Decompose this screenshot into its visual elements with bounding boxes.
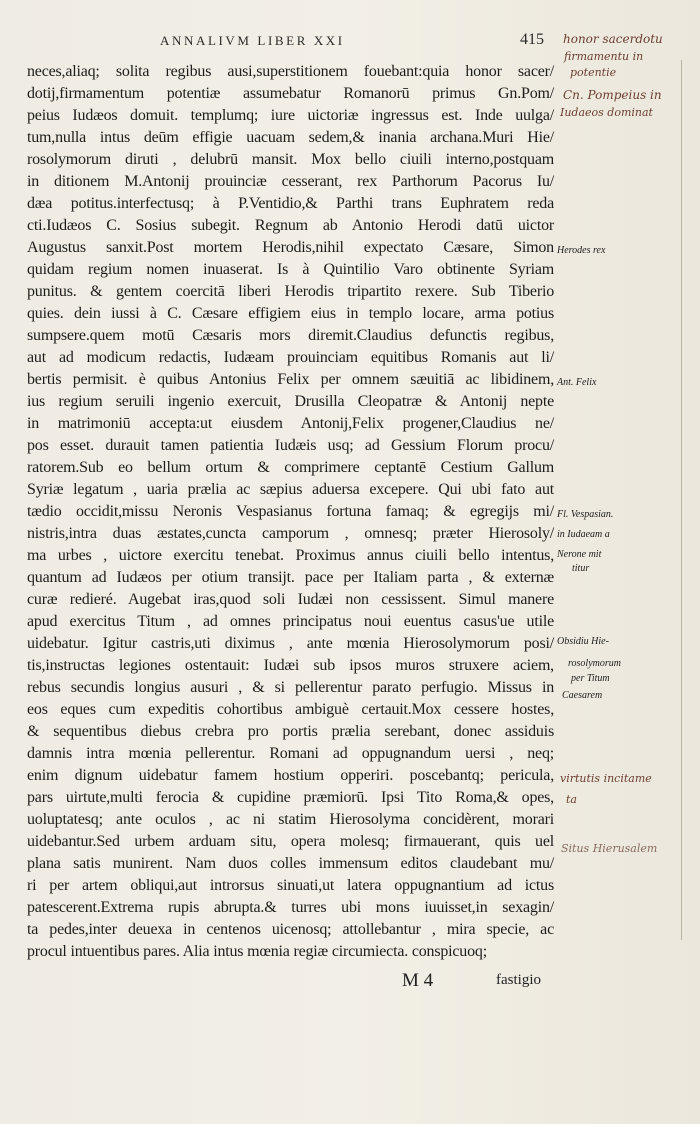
text-line: tum,nulla intus deūm effigie uacuam sedem,& inania archana.Muri Hie/ <box>27 129 554 146</box>
text-line: sumpsere.quem motū Cæsaris mors diremit.Claudius defunctis regibus, <box>27 327 554 344</box>
margin-note: Nerone mit <box>557 549 602 560</box>
text-line: tis,instructas legiones ostentauit: Iudæi sub ipsos muros struxere aciem, <box>27 657 554 674</box>
handwritten-note: firmamentu in <box>564 50 644 63</box>
text-line: eos eques cum expeditis cohortibus ambiguè certauit.Mox cessere hostes, <box>27 701 554 718</box>
handwritten-note: virtutis incitame <box>560 772 652 785</box>
text-line: pars uirtute,multi ferocia & cupidine præmiorū. Ipsi Tito Roma,& opes, <box>27 789 554 806</box>
text-line: nistris,intra duas æstates,cuncta camporum , omnesq; præter Hierosoly/ <box>27 525 554 542</box>
margin-note: titur <box>572 563 590 574</box>
handwritten-note: honor sacerdotu <box>563 32 663 46</box>
text-line: quantum ad Iudæos per otium transijt. pace per Italiam parta , & externæ <box>27 569 554 586</box>
text-line: patescerent.Extrema rupis abrupta.& turres ubi mons iuuisset,in sexagin/ <box>27 899 554 916</box>
text-line: dotij,firmamentum potentiæ assumebatur Romanorū primus Gn.Pom/ <box>27 85 554 102</box>
margin-note: Fl. Vespasian. <box>557 509 614 520</box>
page-edge-rule <box>681 60 682 940</box>
text-line: apud exercitus Titum , ad omnes principatus noui euentus casus'ue utile <box>27 613 554 630</box>
handwritten-note: ta <box>566 793 577 806</box>
catchword: fastigio <box>496 972 541 988</box>
running-head: ANNALIVM LIBER XXI <box>160 33 345 48</box>
text-line: uidebantur.Sed urbem arduam situ, opera molesq; firmauerant, quis uel <box>27 833 554 850</box>
text-line: tædio occidit,missu Neronis Vespasianus fortuna famaq; & egregijs mi/ <box>27 503 554 520</box>
text-line: cti.Iudæos C. Sosius subegit. Regnum ab Antonio Herodi datū uictor <box>27 217 554 234</box>
text-line: quies. dein iussi à C. Cæsare effigiem eius in templo locare, arma potius <box>27 305 554 322</box>
text-line: peius Iudæos domuit. templumq; iure uictoriæ ingressus est. Inde uulga/ <box>27 107 554 124</box>
text-line: in ditionem M.Antonij prouinciæ cesserant, rex Parthorum Pacorus Iu/ <box>27 173 554 190</box>
text-line: ma urbes , uictore exercitu tenebat. Proximus annus ciuili bello intentus, <box>27 547 554 564</box>
text-line: pos esset. durauit tamen patientia Iudæis usq; ad Gessium Florum procu/ <box>27 437 554 454</box>
text-line: uidebatur. Igitur castris,uti diximus , ante mœnia Hierosolymorum posi/ <box>27 635 554 652</box>
text-line: in matrimoniū accepta:ut eiusdem Antonij,Felix progener,Claudius ne/ <box>27 415 554 432</box>
text-line: rebus secundis longius ausuri , & si pellerentur parato perfugio. Missus in <box>27 679 554 696</box>
text-line: & sequentibus diebus crebra pro portis prælia serebant, donec assiduis <box>27 723 554 740</box>
margin-note: Ant. Felix <box>557 377 597 388</box>
text-line: aut ad modicum redactis, Iudæam prouinciam equitibus Romanis aut li/ <box>27 349 554 366</box>
text-line: ius regium seruili ingenio exercuit, Drusilla Cleopatræ & Antonij nepte <box>27 393 554 410</box>
margin-note: rosolymorum <box>568 658 621 669</box>
handwritten-note: Cn. Pompeius in <box>563 88 662 102</box>
text-line: punitus. & gentem coercitā liberi Herodis tripartito rexere. Sub Tiberio <box>27 283 554 300</box>
text-line: enim dignum uidebatur famem hostium opperiri. poscebantq; pericula, <box>27 767 554 784</box>
text-line: ratorem.Sub eo bellum ortum & comprimere ceptantē Cestium Gallum <box>27 459 554 476</box>
signature-mark: M 4 <box>402 970 434 991</box>
margin-note: per Titum <box>571 673 610 684</box>
text-line: ta pedes,inter deuexa in centenos uicenosq; attollebantur , mira specie, ac <box>27 921 554 938</box>
margin-note: in Iudaeam a <box>557 529 610 540</box>
text-line: plana satis munirent. Nam duos colles immensum editos claudebant mu/ <box>27 855 554 872</box>
text-line: quidam regium nomen inuaserat. Is à Quintilio Varo obtinente Syriam <box>27 261 554 278</box>
page-number: 415 <box>520 31 544 48</box>
margin-note: Caesarem <box>562 690 603 701</box>
handwritten-note: potentie <box>570 66 617 79</box>
text-line: uoluptatesq; ante oculos , ac ni statim Hierosolyma concidèrent, morari <box>27 811 554 828</box>
text-line: procul intuentibus pares. Alia intus mœnia regiæ circumiecta. conspicuoq; <box>27 943 487 960</box>
text-line: dæa potitus.interfectusq; à P.Ventidio,& Parthi trans Euphratem reda <box>27 195 554 212</box>
margin-note: Obsidiu Hie- <box>557 636 609 647</box>
text-line: curæ redieré. Augebat iras,quod soli Iudæi non cessissent. Simul manere <box>27 591 554 608</box>
text-line: Syriæ legatum , uaria prælia ac sæpius aduersa excepere. Qui ubi fato aut <box>27 481 554 498</box>
text-line: rosolymorum diruti , delubrū mansit. Mox bello ciuili interno,postquam <box>27 151 554 168</box>
text-line: bertis permisit. è quibus Antonius Felix per omnem sæuitiā ac libidinem, <box>27 371 554 388</box>
text-line: damnis intra mœnia pellerentur. Romani ad oppugnandum uersi , neq; <box>27 745 554 762</box>
handwritten-note: Iudaeos dominat <box>560 106 653 119</box>
text-line: Augustus sanxit.Post mortem Herodis,nihil expectato Cæsare, Simon <box>27 239 554 256</box>
text-line: neces,aliaq; solita regibus ausi,superstitionem fouebant:quia honor sacer/ <box>27 63 554 80</box>
margin-note: Herodes rex <box>557 245 606 256</box>
text-line: ri per artem obliqui,aut introrsus sinuati,ut latera oppugnantium ad ictus <box>27 877 554 894</box>
handwritten-note: Situs Hierusalem <box>561 842 658 855</box>
